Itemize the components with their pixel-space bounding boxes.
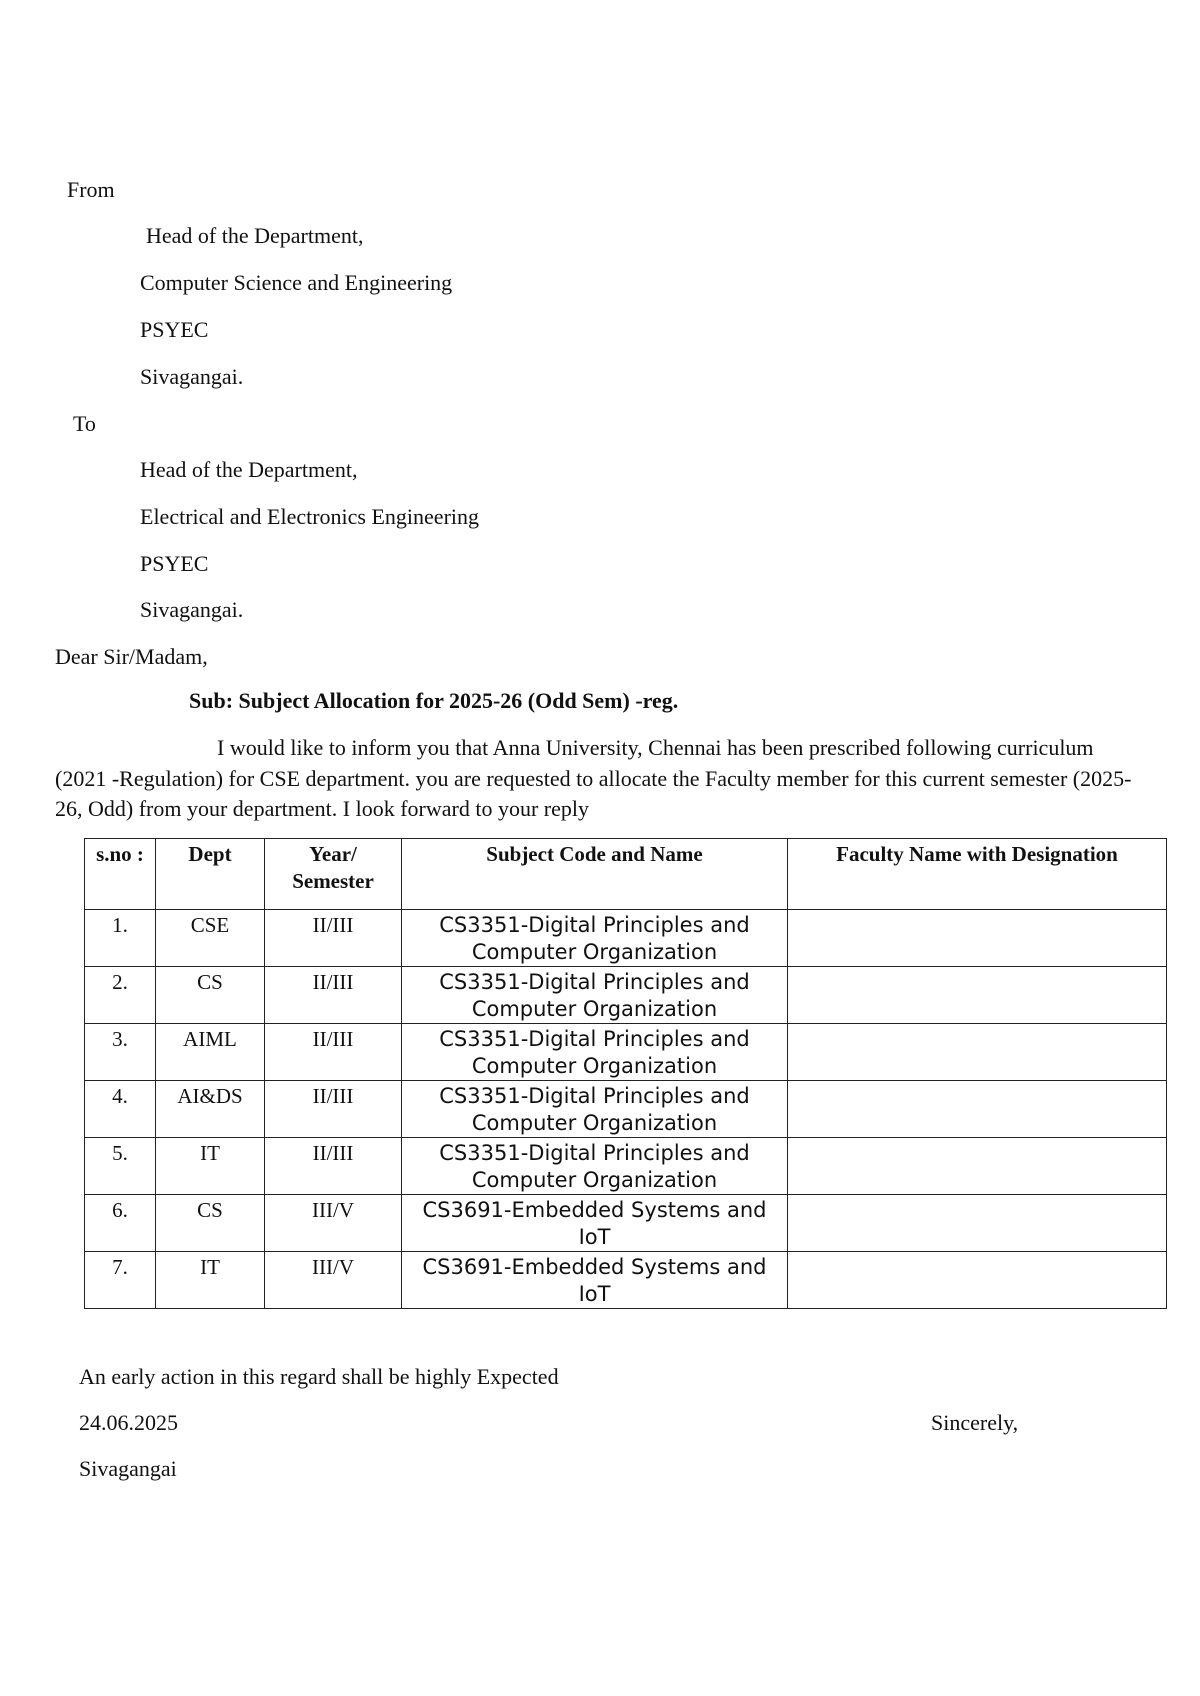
table-row xyxy=(85,910,1167,967)
to-label: To xyxy=(73,411,96,436)
closing-date: 24.06.2025 xyxy=(79,1410,178,1435)
cell-dept: CSE xyxy=(156,910,265,967)
table-row xyxy=(85,1195,1167,1252)
cell-year: II/III xyxy=(265,910,402,967)
to-line-1: Head of the Department, xyxy=(140,457,358,482)
cell-sno: 1. xyxy=(85,910,156,967)
allocation-table xyxy=(84,838,1167,1309)
cell-year: II/III xyxy=(265,967,402,1024)
cell-year: II/III xyxy=(265,1081,402,1138)
cell-dept: CS xyxy=(156,967,265,1024)
to-line-3: PSYEC xyxy=(140,551,209,576)
cell-year: II/III xyxy=(265,1024,402,1081)
table-header-row xyxy=(85,839,1167,910)
subject-line: Sub: Subject Allocation for 2025-26 (Odd Sem) -reg. xyxy=(189,688,679,713)
cell-faculty[interactable] xyxy=(788,910,1167,967)
from-line-4: Sivagangai. xyxy=(140,364,244,389)
table-row xyxy=(85,1024,1167,1081)
header-sno: s.no : xyxy=(85,839,156,910)
cell-sno: 5. xyxy=(85,1138,156,1195)
cell-year: III/V xyxy=(265,1252,402,1309)
cell-dept: AI&DS xyxy=(156,1081,265,1138)
cell-dept: IT xyxy=(156,1252,265,1309)
from-line-2: Computer Science and Engineering xyxy=(140,270,453,295)
cell-subject: CS3351-Digital Principles and Computer Organization xyxy=(402,1024,788,1081)
body-paragraph xyxy=(55,733,1135,825)
cell-dept: IT xyxy=(156,1138,265,1195)
from-line-1: Head of the Department, xyxy=(146,223,364,248)
cell-subject: CS3691-Embedded Systems and IoT xyxy=(402,1195,788,1252)
cell-sno: 7. xyxy=(85,1252,156,1309)
cell-faculty[interactable] xyxy=(788,1024,1167,1081)
cell-faculty[interactable] xyxy=(788,1195,1167,1252)
cell-subject: CS3351-Digital Principles and Computer Organization xyxy=(402,1081,788,1138)
cell-sno: 3. xyxy=(85,1024,156,1081)
body-text: I would like to inform you that Anna University, Chennai has been prescribed following curriculum (2021 -Regulation) for CSE department. you are requested to allocate the Faculty member for this current semester (2025-26, Odd) from your department. I look forward to your reply xyxy=(55,735,1132,821)
header-subject: Subject Code and Name xyxy=(402,839,788,910)
cell-subject: CS3351-Digital Principles and Computer Organization xyxy=(402,967,788,1024)
cell-year: III/V xyxy=(265,1195,402,1252)
cell-sno: 2. xyxy=(85,967,156,1024)
table-row xyxy=(85,1081,1167,1138)
header-year-semester: Year/ Semester xyxy=(265,839,402,910)
cell-dept: CS xyxy=(156,1195,265,1252)
table-row xyxy=(85,1252,1167,1309)
cell-faculty[interactable] xyxy=(788,1138,1167,1195)
cell-subject: CS3351-Digital Principles and Computer Organization xyxy=(402,1138,788,1195)
closing-signoff: Sincerely, xyxy=(931,1410,1019,1435)
cell-subject: CS3351-Digital Principles and Computer Organization xyxy=(402,910,788,967)
from-label: From xyxy=(67,177,115,202)
cell-sno: 6. xyxy=(85,1195,156,1252)
to-line-4: Sivagangai. xyxy=(140,597,244,622)
table-row xyxy=(85,967,1167,1024)
cell-sno: 4. xyxy=(85,1081,156,1138)
cell-faculty[interactable] xyxy=(788,1081,1167,1138)
cell-year: II/III xyxy=(265,1138,402,1195)
closing-action-line: An early action in this regard shall be highly Expected xyxy=(79,1364,559,1389)
header-dept: Dept xyxy=(156,839,265,910)
to-line-2: Electrical and Electronics Engineering xyxy=(140,504,480,529)
header-faculty: Faculty Name with Designation xyxy=(788,839,1167,910)
from-line-3: PSYEC xyxy=(140,317,209,342)
cell-faculty[interactable] xyxy=(788,1252,1167,1309)
table-row xyxy=(85,1138,1167,1195)
closing-place: Sivagangai xyxy=(79,1456,177,1481)
cell-faculty[interactable] xyxy=(788,967,1167,1024)
salutation: Dear Sir/Madam, xyxy=(55,644,208,669)
cell-subject: CS3691-Embedded Systems and IoT xyxy=(402,1252,788,1309)
cell-dept: AIML xyxy=(156,1024,265,1081)
